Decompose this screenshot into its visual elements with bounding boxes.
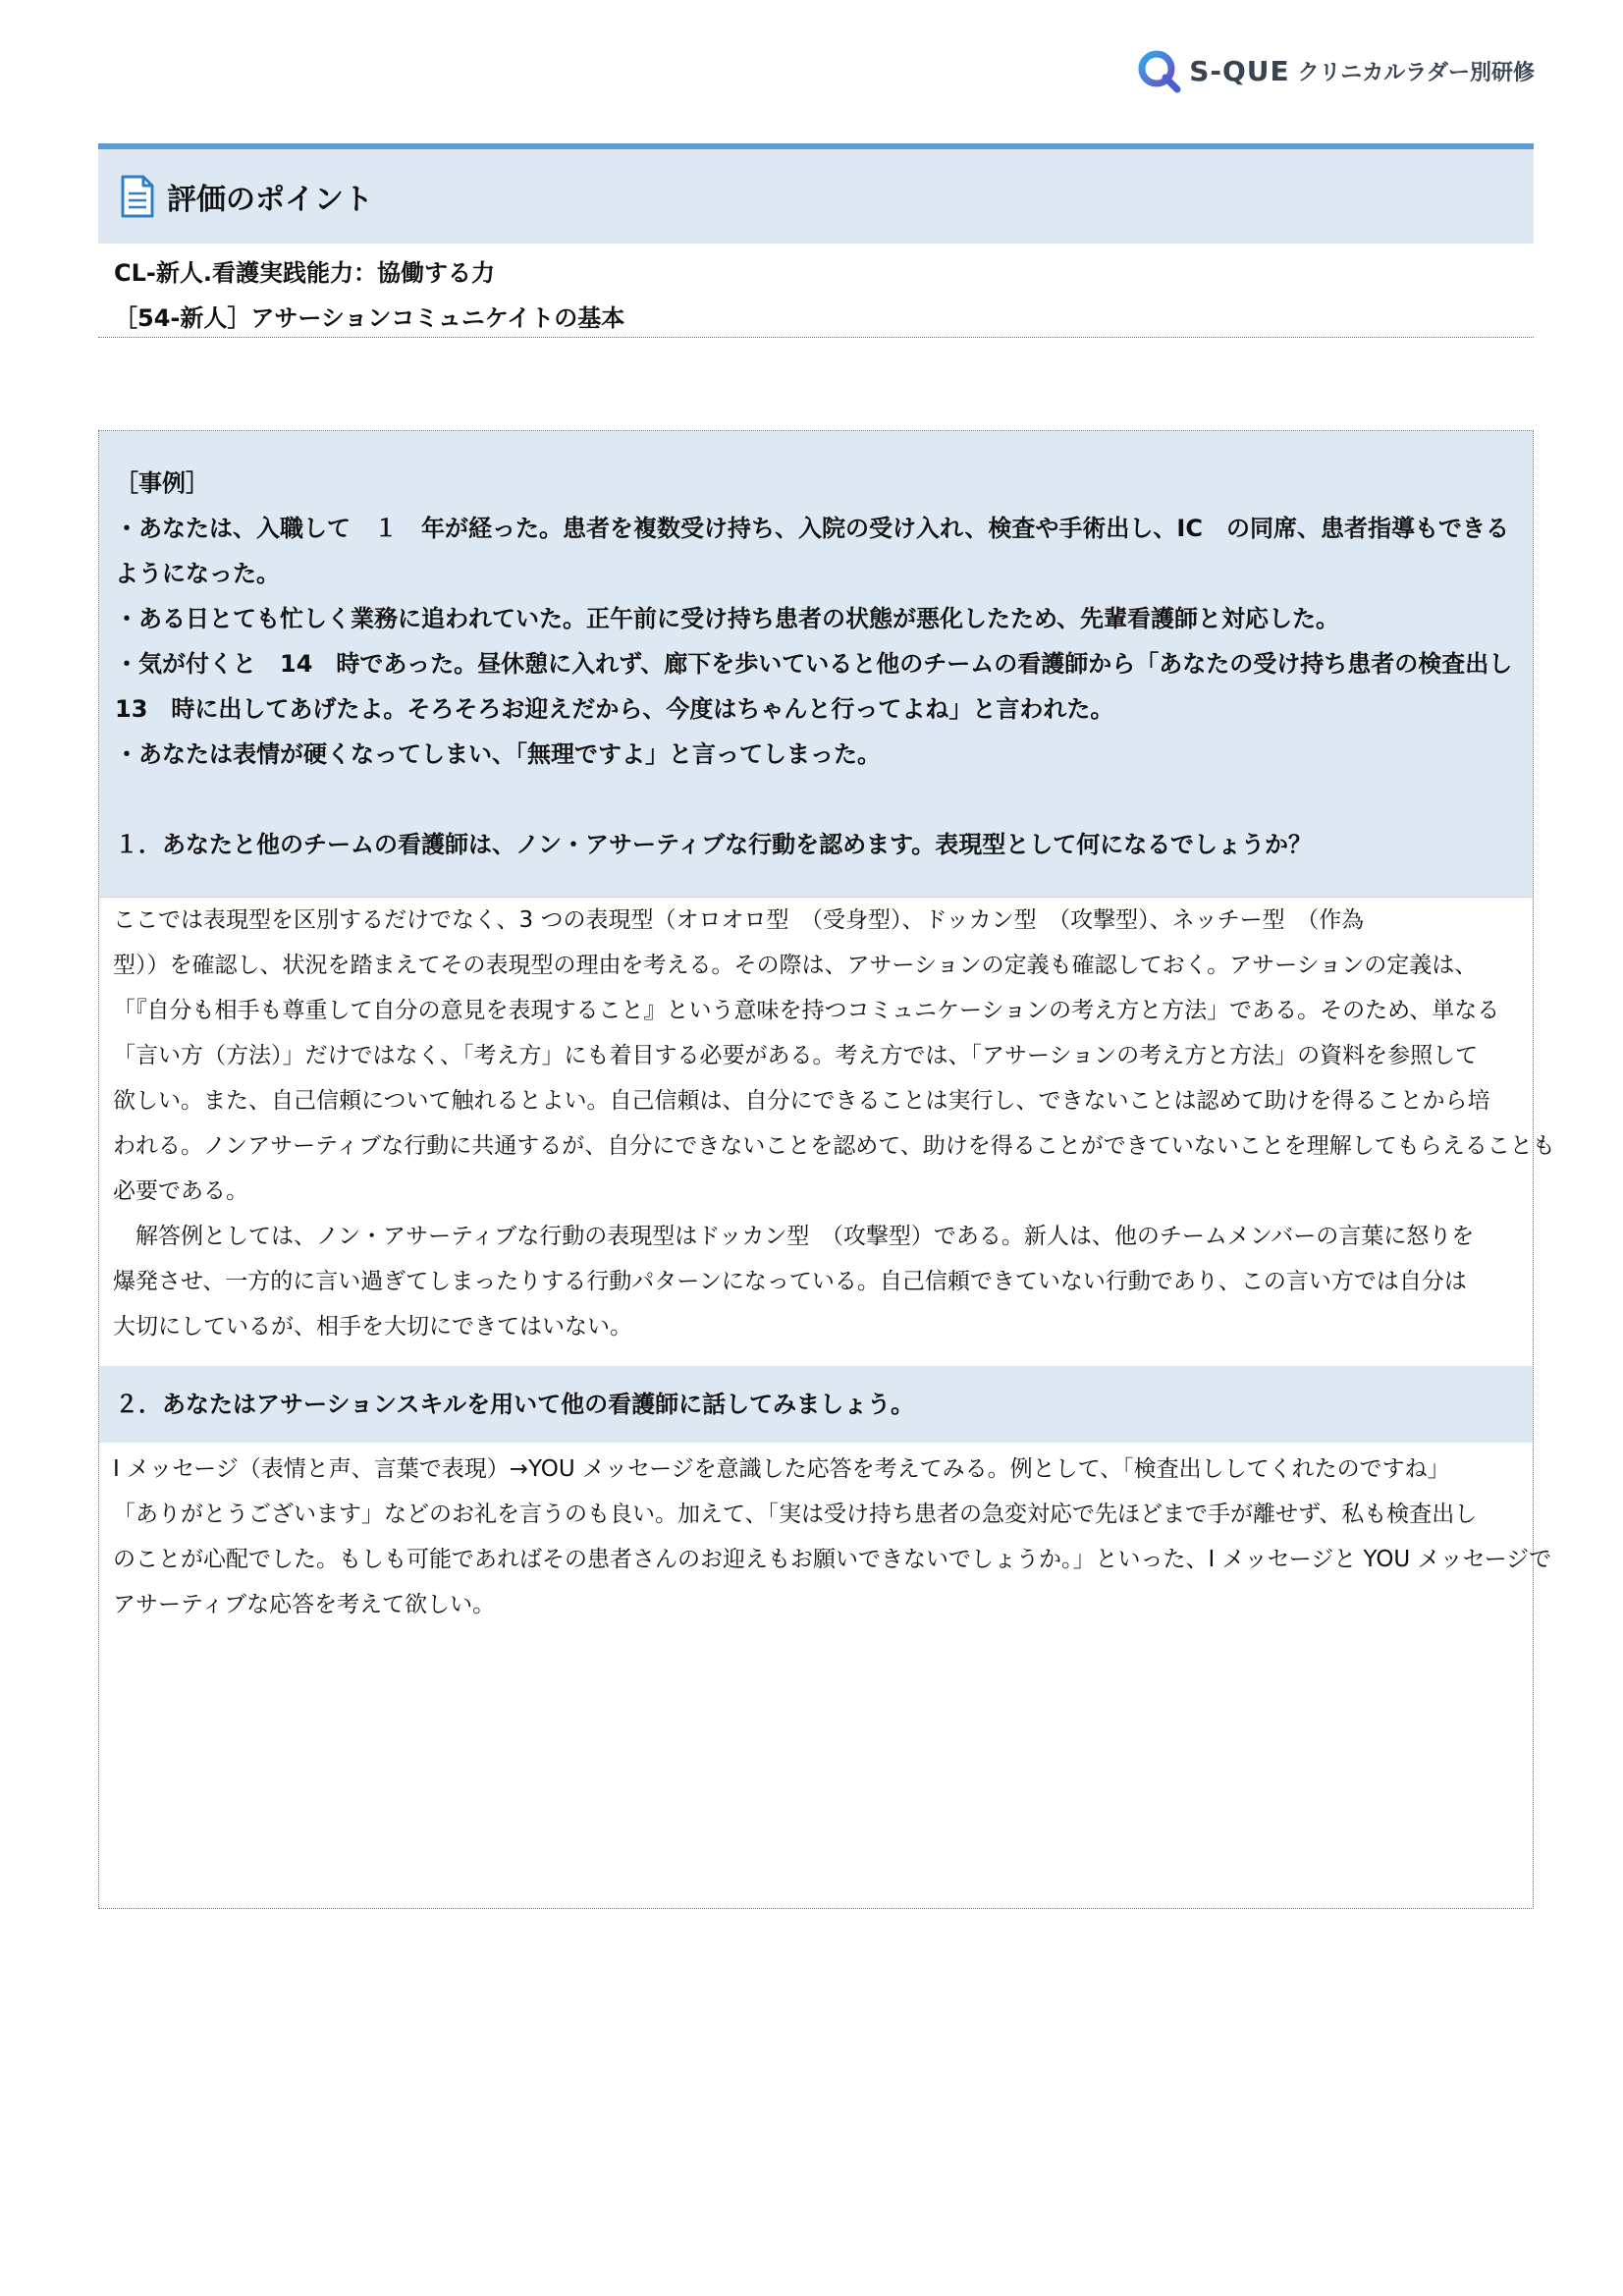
answer-line: 解答例としては、ノン・アサーティブな行動の表現型はドッカン型 （攻撃型）である。新人は、他のチームメンバーの言葉に怒りを [113,1224,1475,1249]
answer-1-section [99,897,1555,1339]
case-heading: ［事例］ [115,469,209,497]
answer-1 [113,898,1555,1349]
answer-line: 「言い方（方法）」だけではなく、「考え方」にも着目する必要がある。考え方では、「アサーションの考え方と方法」の資料を参照して [113,1043,1479,1068]
question-2-bar [99,1366,1533,1443]
brand-logo [1136,43,1535,98]
section-header [98,143,1534,244]
course-category: CL-新人.看護実践能力：協働する力 [114,259,495,287]
case-line: ・気が付くと 14 時であった。昼休憩に入れず、廊下を歩いていると他のチームの看護師から「あなたの受け持ち患者の検査出し [115,650,1513,678]
answer-line: 大切にしているが、相手を大切にできてはいない。 [113,1314,632,1339]
answer-line: I メッセージ（表情と声、言葉で表現）→YOU メッセージを意識した応答を考えてみる。例として、「検査出ししてくれたのですね」 [113,1456,1450,1482]
case-block [99,431,1533,897]
answer-line: 型））を確認し、状況を踏まえてその表現型の理由を考える。その際は、アサーションの定義も確認しておく。アサーションの定義は、 [113,953,1478,978]
document-icon [120,174,155,219]
answer-line: 爆発させ、一方的に言い過ぎてしまったりする行動パターンになっている。自己信頼できていない行動であり、この言い方では自分は [113,1269,1467,1294]
case-line: ・ある日とても忙しく業務に追われていた。正午前に受け持ち患者の状態が悪化したため、先輩看護師と対応した。 [115,605,1340,632]
course-meta [114,250,1528,341]
case-line: 13 時に出してあげたよ。そろそろお迎えだから、今度はちゃんと行ってよね」と言われた。 [115,695,1114,723]
answer-line: 「ありがとうございます」などのお礼を言うのも良い。加えて、「実は受け持ち患者の急変対応で先ほどまで手が離せず、私も検査出し [113,1502,1478,1527]
answer-line: 必要である。 [113,1178,248,1204]
brand-name: S-QUE [1189,54,1290,87]
divider [98,337,1534,338]
case-line: ・あなたは、入職して １ 年が経った。患者を複数受け持ち、入院の受け入れ、検査や手術出し、IC の同席、患者指導もできる [115,515,1509,542]
case-line: ・あなたは表情が硬くなってしまい、「無理ですよ」と言ってしまった。 [115,740,881,768]
answer-line: われる。ノンアサーティブな行動に共通するが、自分にできないことを認めて、助けを得ることができていないことを理解してもらえることも [113,1133,1555,1159]
case-line: ようになった。 [115,560,280,587]
case-box [98,430,1555,1909]
section-title: 評価のポイント [167,183,373,217]
answer-line: 「『自分も相手も尊重して自分の意見を表現すること』という意味を持つコミュニケーションの考え方と方法」である。そのため、単なる [113,998,1500,1023]
question-1: １．あなたと他のチームの看護師は、ノン・アサーティブな行動を認めます。表現型として何になるでしょうか？ [115,831,1312,858]
answer-line: アサーティブな応答を考えて欲しい。 [113,1592,496,1617]
answer-2 [113,1447,1552,1627]
answer-line: ここでは表現型を区別するだけでなく、3 つの表現型（オロオロ型 （受身型）、ドッカン型 （攻撃型）、ネッチー型 （作為 [113,907,1365,933]
q-circle-logo-icon [1136,48,1181,93]
question-2: ２．あなたはアサーションスキルを用いて他の看護師に話してみましょう。 [115,1391,915,1418]
brand-subtitle: クリニカルラダー別研修 [1297,60,1535,85]
course-title: ［54-新人］アサーションコミュニケイトの基本 [114,304,625,332]
answer-line: のことが心配でした。もしも可能であればその患者さんのお迎えもお願いできないでしょうか。」といった、I メッセージと YOU メッセージで [113,1547,1552,1572]
answer-line: 欲しい。また、自己信頼について触れるとよい。自己信頼は、自分にできることは実行し、できないことは認めて助けを得ることから培 [113,1088,1490,1114]
